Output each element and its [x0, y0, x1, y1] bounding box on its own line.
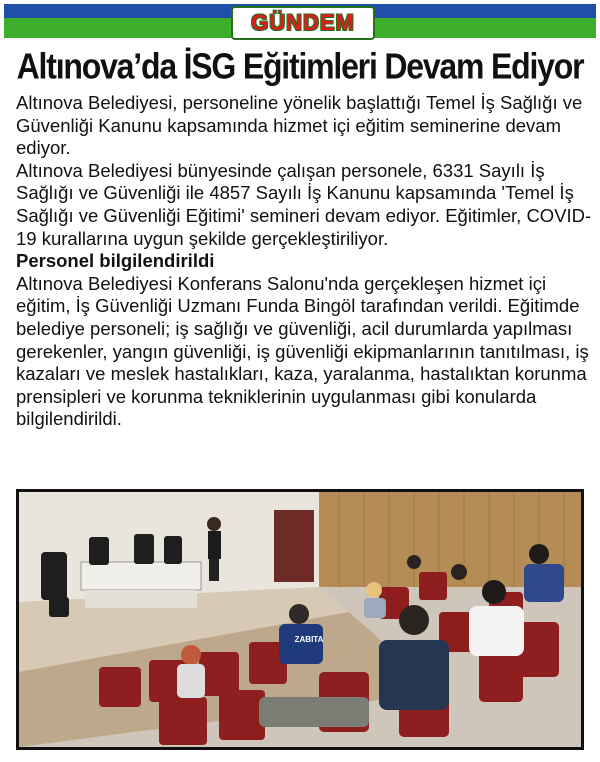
vest-label: ZABITA — [294, 635, 324, 644]
paragraph-2: Altınova Belediyesi bünyesinde çalışan personele, 6331 Sayılı İş Sağlığı ve Güvenliği ile 4857 Sayılı İş Kanunu kapsamında 'Temel İş Sağlığı ve Güvenliği Eğitimi' semineri devam ediyor. Eğitimler, COVID-19 kurallarına uygun şekilde gerçekleştiriliyor. — [16, 159, 592, 249]
section-label-box — [231, 6, 375, 40]
article-photo — [16, 489, 584, 750]
article-body — [16, 92, 592, 431]
headline: Altınova’da İSG Eğitimleri Devam Ediyor — [16, 45, 584, 87]
paragraph-1: Altınova Belediyesi, personeline yönelik başlattığı Temel İş Sağlığı ve Güvenliği Kanunu kapsamında hizmet içi eğitim seminerine devam ediyor. — [16, 92, 583, 159]
paragraph-3: Altınova Belediyesi Konferans Salonu'nda gerçekleşen hizmet içi eğitim, İş Güvenliği Uzmanı Funda Bingöl tarafından verildi. Eğitimde belediye personeli; iş sağlığı ve güvenliği, acil durumlarda yapılması gerekenler, yangın güvenliği, iş güvenliği ekipmanlarının tanıtılması, iş kazaları ve meslek hastalıkları, kaza, yaralanma, hastalıktan korunma prensipleri ve korunma tekniklerinin uygulanması gibi konularda bilgilendirildi. — [16, 272, 589, 430]
seminar-photo-illustration — [19, 492, 581, 747]
section-banner — [4, 4, 596, 40]
subheading: Personel bilgilendirildi — [16, 250, 215, 272]
section-label: GÜNDEM — [251, 10, 355, 35]
